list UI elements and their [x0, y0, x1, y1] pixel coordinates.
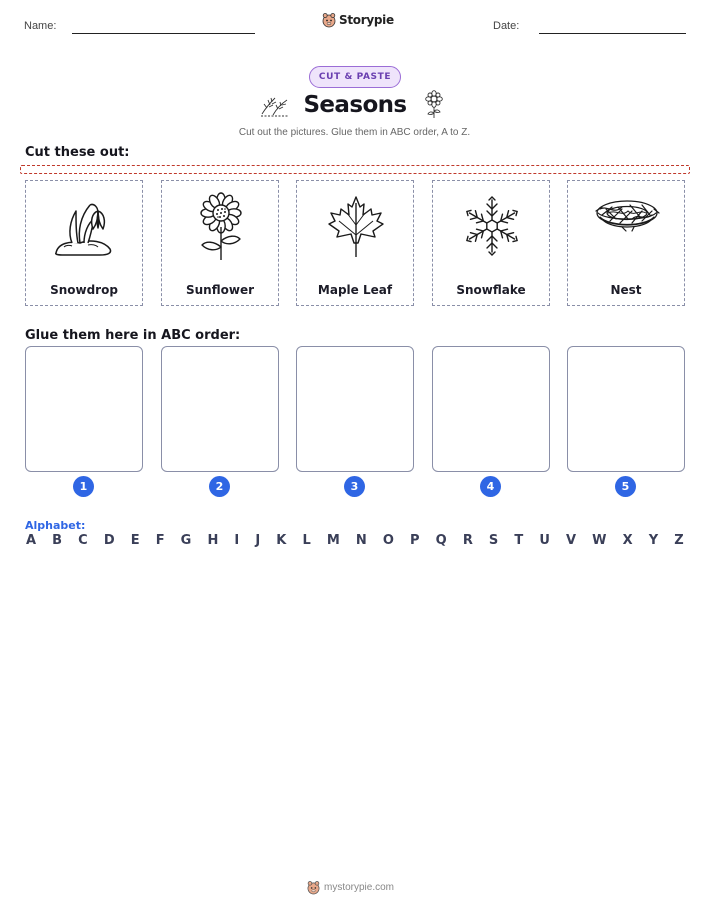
storypie-mascot-icon [322, 12, 336, 28]
name-line[interactable] [72, 33, 255, 34]
card-label: Maple Leaf [317, 283, 393, 297]
alphabet-letter: I [234, 533, 240, 548]
number-badge-5: 5 [615, 476, 636, 497]
nest-icon [592, 191, 662, 261]
alphabet-letter: J [255, 533, 261, 548]
alphabet-letter: L [302, 533, 311, 548]
alphabet-letter: W [592, 533, 607, 548]
alphabet-letter: P [410, 533, 420, 548]
alphabet-letter: Y [648, 533, 659, 548]
glue-box-3[interactable] [296, 346, 414, 472]
number-badge-1: 1 [73, 476, 94, 497]
alphabet-letter: C [78, 533, 88, 548]
glue-box-4[interactable] [432, 346, 550, 472]
alphabet-letter: G [180, 533, 192, 548]
card-maple-leaf[interactable] [296, 180, 414, 306]
storypie-mascot-icon [307, 880, 320, 895]
date-label: Date: [493, 20, 520, 32]
card-label: Snowflake [456, 283, 526, 297]
date-line[interactable] [539, 33, 686, 34]
alphabet-letter: X [622, 533, 633, 548]
alphabet-row [26, 533, 684, 548]
cut-line [20, 165, 690, 174]
snowdrop-icon [50, 191, 120, 261]
alphabet-letter: Z [674, 533, 684, 548]
flower-icon [422, 90, 446, 120]
sunflower-icon [186, 191, 256, 261]
alphabet-letter: B [52, 533, 63, 548]
brand-name: Storypie [339, 13, 394, 27]
alphabet-letter: Q [435, 533, 447, 548]
brand-logo [322, 12, 394, 28]
name-label: Name: [24, 20, 57, 32]
card-snowflake[interactable] [432, 180, 550, 306]
glue-heading: Glue them here in ABC order: [25, 328, 241, 343]
card-snowdrop[interactable] [25, 180, 143, 306]
glue-box-1[interactable] [25, 346, 143, 472]
card-label: Nest [610, 283, 642, 297]
alphabet-letter: S [488, 533, 499, 548]
instructions: Cut out the pictures. Glue them in ABC order, A to Z. [238, 127, 471, 138]
maple-leaf-icon [321, 191, 391, 261]
glue-box-5[interactable] [567, 346, 685, 472]
glue-box-2[interactable] [161, 346, 279, 472]
alphabet-letter: T [514, 533, 524, 548]
card-label: Sunflower [185, 283, 254, 297]
alphabet-letter: V [566, 533, 577, 548]
card-nest[interactable] [567, 180, 685, 306]
card-sunflower[interactable] [161, 180, 279, 306]
alphabet-letter: M [326, 533, 340, 548]
alphabet-heading: Alphabet: [25, 519, 86, 532]
footer [307, 880, 394, 895]
alphabet-letter: A [26, 533, 37, 548]
cut-heading: Cut these out: [25, 145, 130, 160]
alphabet-letter: F [155, 533, 165, 548]
alphabet-letter: K [276, 533, 287, 548]
alphabet-letter: H [207, 533, 219, 548]
number-badge-4: 4 [480, 476, 501, 497]
alphabet-letter: O [382, 533, 394, 548]
alphabet-letter: N [355, 533, 367, 548]
footer-url[interactable]: mystorypie.com [324, 882, 395, 893]
alphabet-letter: D [103, 533, 115, 548]
alphabet-letter: R [462, 533, 473, 548]
card-label: Snowdrop [50, 283, 118, 297]
activity-badge: CUT & PASTE [309, 66, 401, 88]
alphabet-letter: U [539, 533, 550, 548]
page-title: Seasons [303, 92, 407, 118]
number-badge-2: 2 [209, 476, 230, 497]
snowflake-icon [457, 191, 527, 261]
number-badge-3: 3 [344, 476, 365, 497]
alphabet-letter: E [130, 533, 140, 548]
